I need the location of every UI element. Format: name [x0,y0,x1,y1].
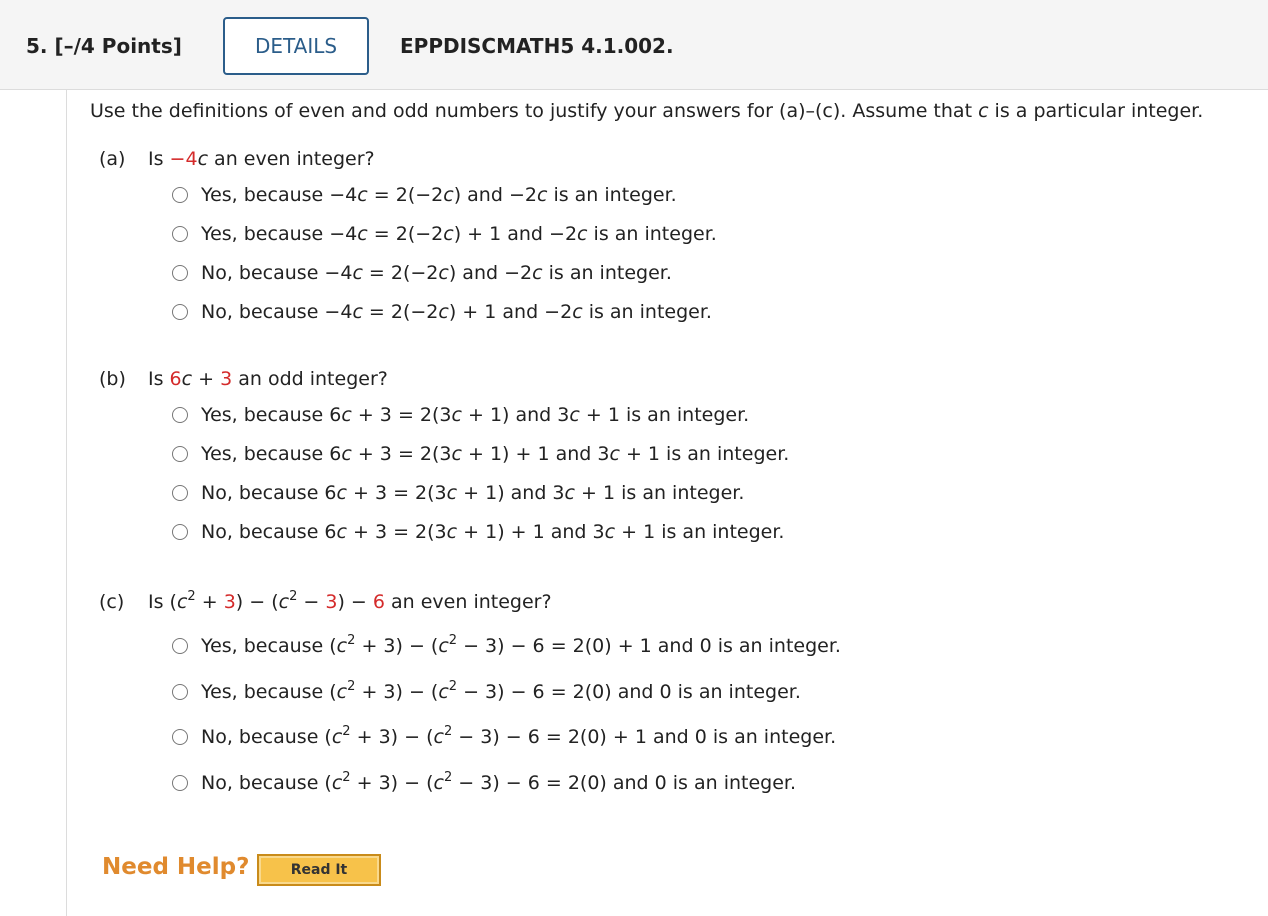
radio-button[interactable] [172,524,188,540]
option-text: Yes, because 6c + 3 = 2(3c + 1) and 3c + 1 is an integer. [201,404,750,426]
question-b: (b) Is 6c + 3 an odd integer? [99,368,388,390]
instructions: Use the definitions of even and odd numbers to justify your answers for (a)–(c). Assume that c is a particular integer. [90,100,1204,122]
option-text: Yes, because $(c^2 + 3) - (c^2 - 3) - 6 = 2(0) + 1$ and 0 is an integer. [201,633,841,657]
option-text: No, because −4c = 2(−2c) and −2c is an integer. [201,262,672,284]
radio-button[interactable] [172,446,188,462]
radio-button[interactable] [172,407,188,423]
option-text: No, because 6c + 3 = 2(3c + 1) and 3c + 1 is an integer. [201,482,745,504]
option-text: No, because 6c + 3 = 2(3c + 1) + 1 and 3c + 1 is an integer. [201,521,785,543]
radio-button[interactable] [172,226,188,242]
radio-button[interactable] [172,729,188,745]
radio-button[interactable] [172,485,188,501]
option-text: No, because $(c^2 + 3) - (c^2 - 3) - 6 = 2(0)$ and 0 is an integer. [201,769,797,794]
option-text: Yes, because $(c^2 + 3) - (c^2 - 3) - 6 = 2(0)$ and 0 is an integer. [201,678,801,703]
problem-code: EPPDISCMATH5 4.1.002. [400,34,674,58]
answer-option-b-3[interactable] [172,482,744,506]
question-header [0,0,1268,90]
option-text: Yes, because −4c = 2(−2c) + 1 and −2c is an integer. [201,223,717,245]
answer-option-a-1[interactable] [172,184,677,208]
answer-option-c-2[interactable] [172,678,801,705]
answer-option-b-2[interactable] [172,443,789,467]
radio-button[interactable] [172,265,188,281]
radio-button[interactable] [172,638,188,654]
part-label: (b) [99,368,126,390]
option-text: Yes, because 6c + 3 = 2(3c + 1) + 1 and 3c + 1 is an integer. [201,443,790,465]
radio-button[interactable] [172,775,188,791]
need-help-label: Need Help? [102,854,250,880]
answer-option-a-2[interactable] [172,223,717,247]
answer-option-a-4[interactable] [172,301,712,325]
question-number: 5. [–/4 Points] [26,34,182,58]
question-a: (a) Is −4c an even integer? [99,148,375,170]
part-label: (c) [99,591,125,613]
radio-button[interactable] [172,684,188,700]
option-text: No, because −4c = 2(−2c) + 1 and −2c is an integer. [201,301,712,323]
answer-option-a-3[interactable] [172,262,672,286]
option-text: No, because $(c^2 + 3) - (c^2 - 3) - 6 = 2(0) + 1$ and 0 is an integer. [201,724,837,748]
radio-button[interactable] [172,187,188,203]
question-c: (c) Is $(c^2 + 3) - (c^2 - 3) - 6$ an even integer? [99,589,552,613]
read-it-button[interactable]: Read It [257,854,381,886]
details-button[interactable]: DETAILS [223,17,369,75]
answer-option-b-1[interactable] [172,404,749,428]
answer-option-b-4[interactable] [172,521,784,545]
answer-option-c-4[interactable] [172,769,797,796]
left-divider [66,90,67,916]
part-label: (a) [99,148,126,170]
answer-option-c-1[interactable] [172,635,841,659]
answer-option-c-3[interactable] [172,726,836,750]
option-text: Yes, because −4c = 2(−2c) and −2c is an integer. [201,184,677,206]
radio-button[interactable] [172,304,188,320]
